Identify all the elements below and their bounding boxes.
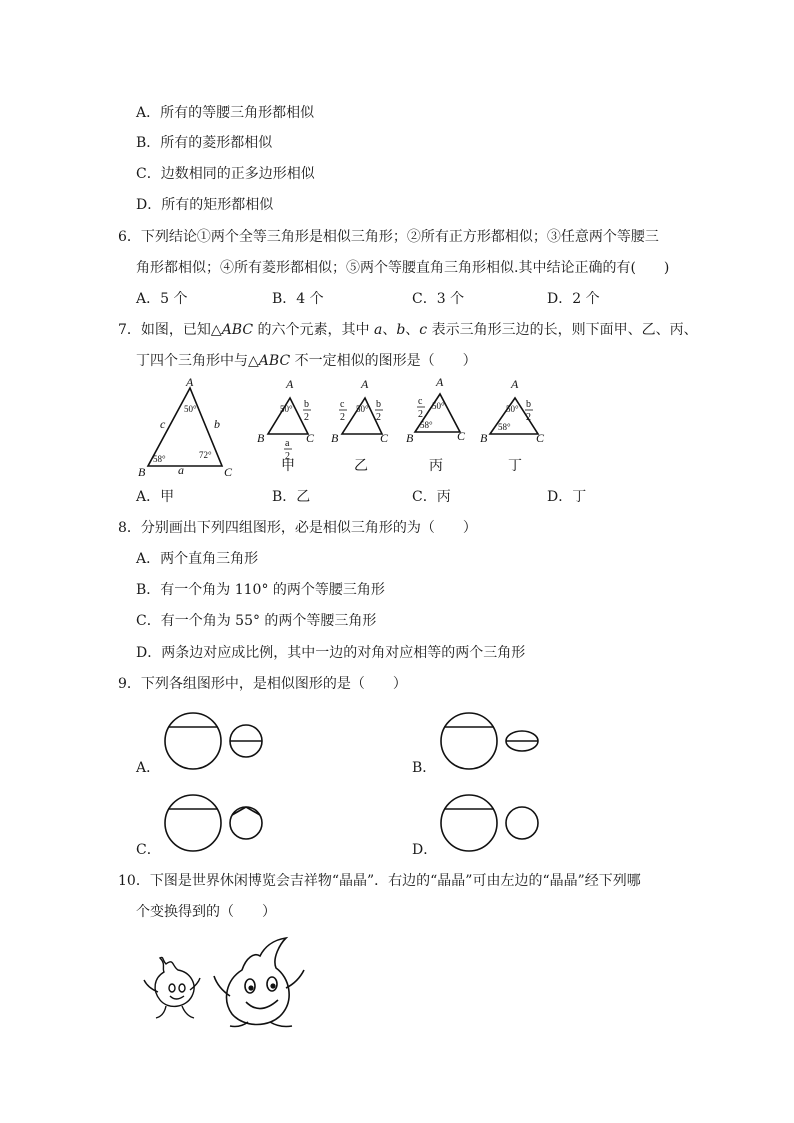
main-side-b: b [214,417,220,431]
q9-option-a-label: A． [136,760,161,776]
q9-option-b-label: B． [412,760,437,776]
q7-option-a: A．甲 [136,489,175,505]
q9-option-b-figure [436,708,548,772]
yi-angle: 50° [356,404,369,414]
q6-option-c: C．3 个 [412,291,465,307]
bing-vertex-a: A [436,375,444,389]
q8-option-a: A．两个直角三角形 [136,551,259,567]
q10-stem-line2: 个变换得到的（ ） [136,904,276,920]
q7-option-b: B．乙 [272,489,311,505]
main-angle-b: 58° [153,454,166,464]
ding-angle-2: 58° [498,422,511,432]
bing-vertex-b: B [406,431,414,445]
yi-right-den: 2 [376,412,381,423]
yi-vertex-c: C [380,431,389,445]
q9-option-c-label: C． [136,842,161,858]
ding-vertex-c: C [536,431,545,445]
q10-stem-line1: 10．下图是世界休闲博览会吉祥物“晶晶”．右边的“晶晶”可由左边的“晶晶”经下列哪 [118,873,641,889]
q7-stem-line1: 7．如图，已知△ABC 的六个元素，其中 a、b、c 表示三角形三边的长，则下面甲、乙、丙、 [118,322,698,338]
main-angle-c: 72° [199,450,212,460]
q7-option-d: D．丁 [547,489,587,505]
jia-label: 甲 [281,459,295,474]
yi-left-den: 2 [340,412,345,423]
q8-option-c: C．有一个角为 55° 的两个等腰三角形 [136,613,377,629]
bing-angle-2: 58° [420,420,433,430]
yi-vertex-b: B [331,431,339,445]
ding-vertex-a: A [511,377,519,391]
yi-left-num: c [340,399,345,410]
bing-angle-1: 50° [432,401,445,411]
bing-vertex-c: C [457,429,466,443]
ding-right-num: b [526,399,531,410]
ding-label: 丁 [508,459,522,474]
large-mascot [214,938,304,1027]
main-side-c: c [160,417,166,431]
bing-left-den: 2 [418,409,423,420]
bing-left-num: c [418,396,423,407]
yi-right-num: b [376,399,381,410]
q6-option-d: D．2 个 [547,291,600,307]
yi-vertex-a: A [361,377,369,391]
ding-vertex-b: B [480,431,488,445]
main-vertex-b: B [138,465,146,479]
jia-vertex-a: A [286,377,294,391]
ding-right-den: 2 [526,412,531,423]
q5-option-b: B．所有的菱形都相似 [136,135,273,151]
q5-option-d: D．所有的矩形都相似 [136,197,274,213]
q8-option-b: B．有一个角为 110° 的两个等腰三角形 [136,582,385,598]
q9-option-d-figure [436,790,548,854]
q7-stem-line2: 丁四个三角形中与△ABC 不一定相似的图形是（ ） [136,353,477,369]
jia-base-num: a [285,438,290,449]
ding-angle-1: 50° [506,404,519,414]
q9-option-c-figure [160,790,272,854]
yi-label: 乙 [354,459,368,474]
small-mascot [144,957,200,1018]
q8-stem: 8．分别画出下列四组图形，必是相似三角形的为（ ） [118,520,477,536]
main-vertex-a: A [186,375,194,389]
jia-side-den: 2 [304,412,309,423]
main-side-a: a [178,463,184,477]
q6-option-b: B．4 个 [272,291,324,307]
q7-triangles-figure [130,374,570,484]
q6-stem-line2: 角形都相似；④所有菱形都相似；⑤两个等腰直角三角形相似.其中结论正确的有( ) [136,260,670,276]
q6-stem-line1: 6．下列结论①两个全等三角形是相似三角形；②所有正方形都相似；③任意两个等腰三 [118,229,659,245]
jia-angle: 50° [280,404,293,414]
jia-side-num: b [304,399,309,410]
jia-vertex-c: C [306,431,315,445]
jia-base-den: 2 [285,451,290,462]
q5-option-c: C．边数相同的正多边形相似 [136,166,315,182]
q9-option-d-label: D． [412,842,438,858]
q6-option-a: A．5 个 [136,291,188,307]
main-angle-a: 50° [184,404,197,414]
bing-label: 丙 [429,459,443,474]
q7-option-c: C．丙 [412,489,451,505]
q8-option-d: D．两条边对应成比例，其中一边的对角对应相等的两个三角形 [136,645,526,661]
q10-mascots-figure [136,930,326,1030]
jia-vertex-b: B [257,431,265,445]
q5-option-a: A．所有的等腰三角形都相似 [136,105,315,121]
q9-option-a-figure [160,708,272,772]
main-vertex-c: C [224,465,233,479]
q9-stem: 9．下列各组图形中，是相似图形的是（ ） [118,676,407,692]
